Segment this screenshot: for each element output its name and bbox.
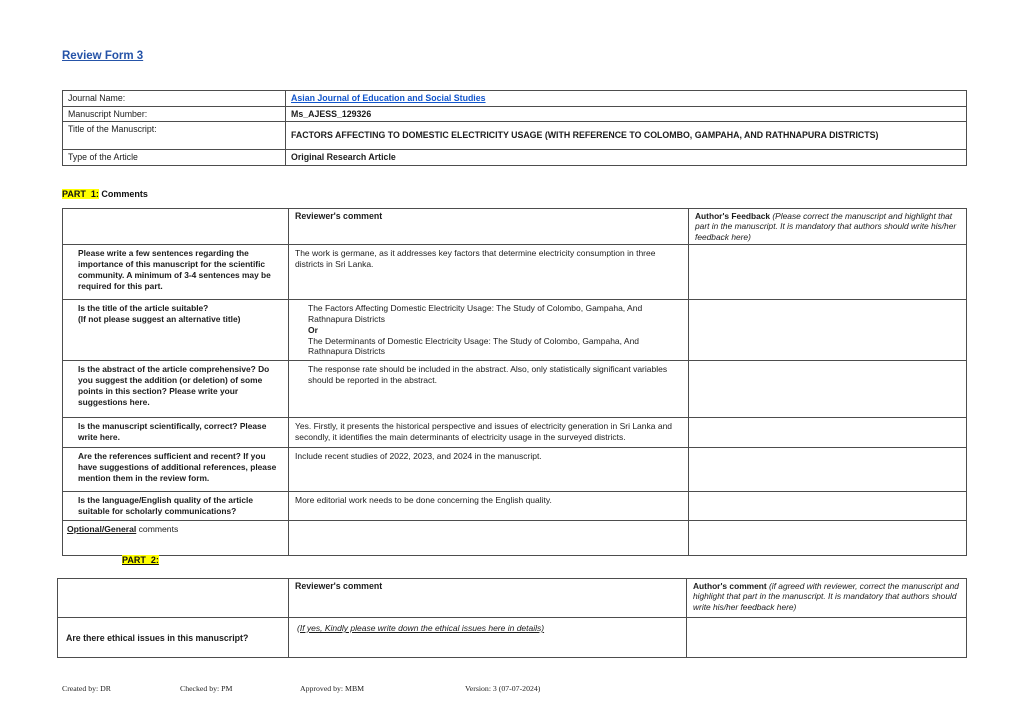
question-references: Are the references sufficient and recent? If you have suggestions of additional references, please mention them in the review form.: [63, 448, 289, 492]
manuscript-number-label: Manuscript Number:: [63, 106, 286, 122]
part2-header-row: [58, 579, 967, 618]
article-type-value: Original Research Article: [286, 150, 967, 166]
question-title-line1: Is the title of the article suitable?: [78, 303, 209, 314]
title-option-1: The Factors Affecting Domestic Electricity Usage: The Study of Colombo, Gampaha, And Rathnapura Districts: [308, 303, 643, 325]
reviewer-comment-references: Include recent studies of 2022, 2023, and 2024 in the manuscript.: [289, 448, 689, 492]
footer-checked-by: Checked by: PM: [180, 684, 233, 693]
question-language: Is the language/English quality of the article suitable for scholarly communications?: [63, 492, 289, 521]
row-importance: [63, 245, 967, 300]
question-importance: Please write a few sentences regarding the importance of this manuscript for the scientific community. A minimum of 3-4 sentences may be required for this part.: [63, 245, 289, 300]
author-comment-label: Author's comment: [693, 581, 767, 591]
part2-reviewer-comment-header: Reviewer's comment: [289, 579, 687, 618]
page-title[interactable]: Review Form 3: [62, 50, 144, 62]
row-references: [63, 448, 967, 492]
part2-heading-highlight: PART 2:: [122, 555, 159, 565]
author-feedback-language: [689, 492, 967, 521]
part2-header-question-cell: [58, 579, 289, 618]
author-feedback-label: Author's Feedback: [695, 211, 771, 221]
part1-header-question-cell: [63, 209, 289, 245]
title-option-2: The Determinants of Domestic Electricity Usage: The Study of Colombo, Gampaha, And Rathnapura Districts: [308, 335, 640, 357]
row-language: [63, 492, 967, 521]
footer-approved-by: Approved by: MBM: [300, 684, 365, 693]
footer-version: Version: 3 (07-07-2024): [465, 684, 541, 693]
article-type-row: [63, 150, 967, 166]
author-feedback-references: [689, 448, 967, 492]
row-scientific: [63, 418, 967, 448]
row-ethical-issues: [58, 618, 967, 658]
question-scientific: Is the manuscript scientifically, correct? Please write here.: [63, 418, 289, 448]
reviewer-comment-language: More editorial work needs to be done concerning the English quality.: [289, 492, 689, 521]
manuscript-number-row: [63, 106, 967, 122]
row-optional-general: [63, 521, 967, 556]
author-feedback-title: [689, 300, 967, 361]
reviewer-comment-optional: [289, 521, 689, 556]
journal-name-link[interactable]: Asian Journal of Education and Social Studies: [291, 93, 486, 103]
part1-header-row: [63, 209, 967, 245]
row-title-suitable: [63, 300, 967, 361]
journal-name-cell: [286, 91, 967, 107]
part1-author-feedback-header: [689, 209, 967, 245]
reviewer-comment-importance: The work is germane, as it addresses key factors that determine electricity consumption in three districts in Sri Lanka.: [289, 245, 689, 300]
part1-heading-highlight: PART 1:: [62, 189, 99, 199]
reviewer-comment-scientific: Yes. Firstly, it presents the historical perspective and issues of electricity generation in Sri Lanka and secondly, it identifies the main determinants of electricity usage in the surveyed districts.: [289, 418, 689, 448]
author-feedback-importance: [689, 245, 967, 300]
manuscript-info-table: [62, 90, 967, 166]
part2-author-comment-header: [687, 579, 967, 618]
manuscript-title-label: Title of the Manuscript:: [63, 122, 286, 150]
part2-ethics-table: [57, 578, 967, 658]
part1-heading-rest: Comments: [98, 189, 148, 199]
question-title-line2: (If not please suggest an alternative title): [78, 314, 241, 325]
author-comment-ethical: [687, 618, 967, 658]
author-feedback-abstract: [689, 361, 967, 418]
manuscript-title-value: FACTORS AFFECTING TO DOMESTIC ELECTRICITY USAGE (WITH REFERENCE TO COLOMBO, GAMPAHA, AND RATHNAPURA DISTRICTS): [286, 122, 967, 150]
part1-comments-table: [62, 208, 967, 556]
journal-name-label: Journal Name:: [63, 91, 286, 107]
manuscript-number-value: Ms_AJESS_129326: [286, 106, 967, 122]
ethical-issues-hint: (If yes, Kindly please write down the ethical issues here in details): [297, 623, 545, 633]
title-option-or: Or: [308, 324, 318, 335]
row-abstract: [63, 361, 967, 418]
author-feedback-optional: [689, 521, 967, 556]
reviewer-comment-title: [289, 300, 689, 361]
author-feedback-note: (Please correct the manuscript and highlight that part in the manuscript. It is mandatory that authors should write his/her feedback here): [695, 211, 957, 242]
part1-reviewer-comment-header: Reviewer's comment: [289, 209, 689, 245]
reviewer-comment-ethical: [289, 618, 687, 658]
question-ethical-issues: Are there ethical issues in this manuscript?: [58, 618, 289, 658]
optional-general-strong: Optional/General: [67, 524, 137, 535]
question-title-suitable: [63, 300, 289, 361]
journal-name-row: [63, 91, 967, 107]
optional-general-label-cell: [63, 521, 289, 556]
reviewer-comment-abstract: The response rate should be included in the abstract. Also, only statistically significant variables should be reported in the abstract.: [289, 361, 689, 418]
footer-created-by: Created by: DR: [62, 684, 111, 693]
question-abstract: Is the abstract of the article comprehensive? Do you suggest the addition (or deletion) of some points in this section? Please write your suggestions here.: [63, 361, 289, 418]
manuscript-title-row: [63, 122, 967, 150]
document-footer: [0, 684, 1024, 698]
author-feedback-scientific: [689, 418, 967, 448]
article-type-label: Type of the Article: [63, 150, 286, 166]
optional-general-rest: comments: [136, 524, 179, 535]
author-comment-note: (if agreed with reviewer, correct the manuscript and highlight that part in the manuscript. It is mandatory that authors should write his/her feedback here): [693, 581, 959, 612]
part2-heading: [122, 555, 159, 565]
part1-heading: [62, 189, 148, 199]
